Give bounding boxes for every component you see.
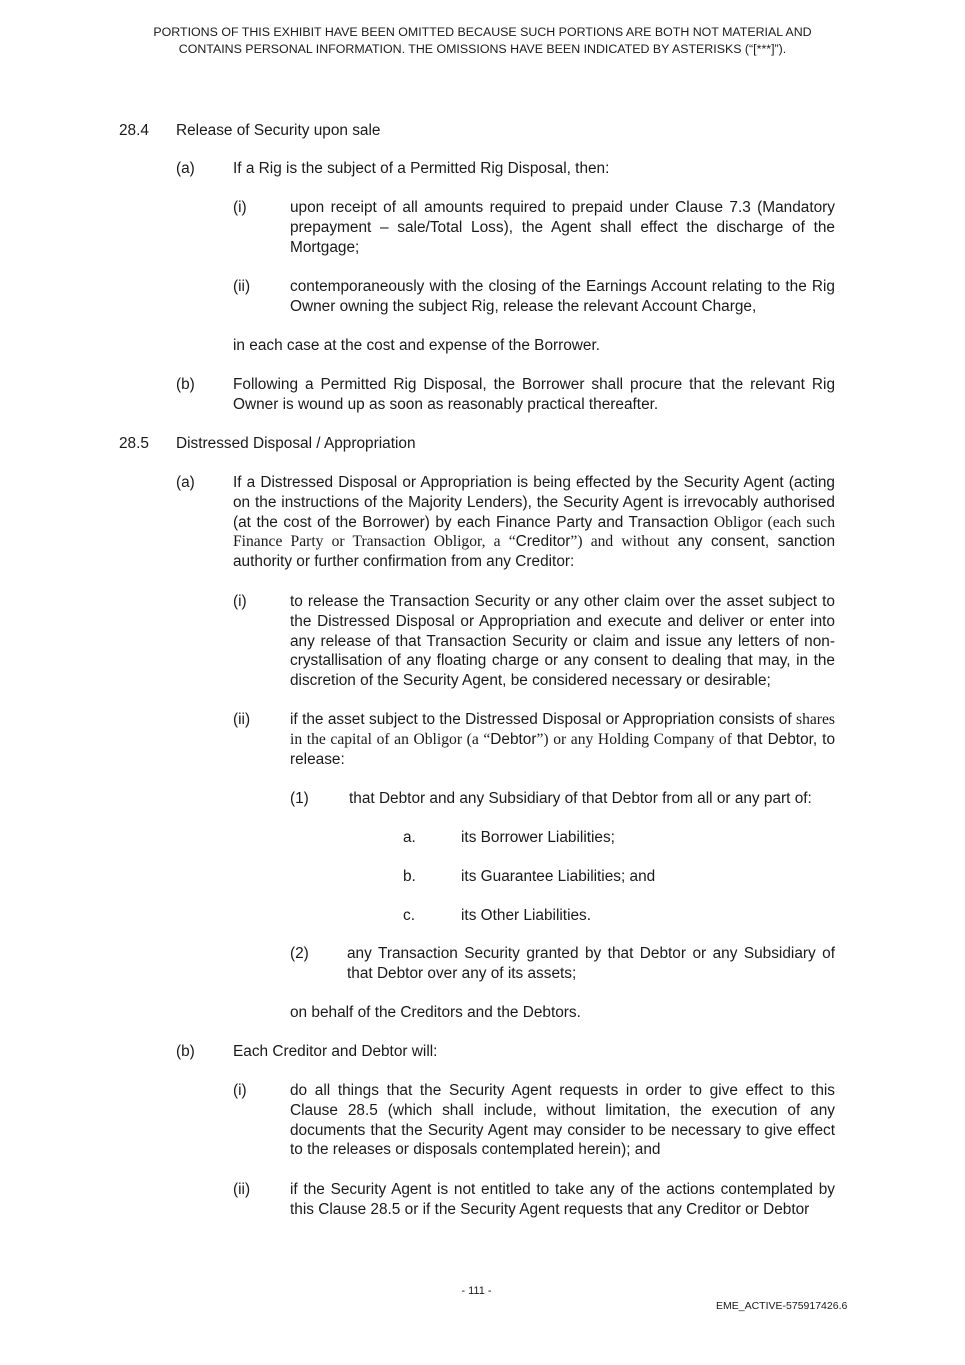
defined-term-debtor: Debtor [490,730,537,748]
clause-28-5-a-tail: on behalf of the Creditors and the Debtors. [290,1004,581,1021]
paragraph-2-text: any Transaction Security granted by that Debtor or any Subsidiary of that Debtor over any of its assets; [347,945,835,982]
clause-28-5-a-ii-number: (ii) [233,711,251,728]
clause-28-5-b-ii-number: (ii) [233,1181,251,1198]
clause-28-4-b-number: (b) [176,376,195,393]
subparagraph-a-text: its Borrower Liabilities; [461,829,615,846]
clause-28-5-title: Distressed Disposal / Appropriation [176,435,416,452]
clause-28-5-a-i-text: to release the Transaction Security or any other claim over the asset subject to the Distressed Disposal or Appropriation and execute and deliver or enter into any release of that Transaction Security or claim and issue any letters of non-crystallisation of any floating charge or any consent to dealing that may, in the discretion of the Security Agent, be considered necessary or desirable; [290,593,835,690]
paragraph-1-text: that Debtor and any Subsidiary of that Debtor from all or any part of: [349,790,812,807]
paragraph-1-number: (1) [290,790,309,807]
clause-28-5-a-text-part2: Obligor (each such Finance Party or Transaction Obligor, a “ [233,513,835,551]
clause-28-5-a-text [233,473,835,572]
clause-28-4-number: 28.4 [119,122,149,139]
header-line-1: PORTIONS OF THIS EXHIBIT HAVE BEEN OMITTED BECAUSE SUCH PORTIONS ARE BOTH NOT MATERIAL AND [153,25,812,39]
subparagraph-b-text: its Guarantee Liabilities; and [461,868,656,885]
subparagraph-a-number: a. [403,829,416,846]
clause-28-4-a-text: If a Rig is the subject of a Permitted Rig Disposal, then: [233,160,610,177]
clause-28-4-a-ii-number: (ii) [233,278,251,295]
clause-28-5-b-i-text: do all things that the Security Agent requests in order to give effect to this Clause 28.5 (which shall include, without limitation, the execution of any documents that the Security Agent may consider to be necessary to give effect to the releases or disposals contemplated herein); and [290,1082,835,1159]
clause-28-5-a-text-part4: any consent, sanction authority or further confirmation from any Creditor: [233,533,836,571]
clause-28-4-a-i-number: (i) [233,199,247,216]
clause-28-5-a-ii-text-part4: that Debtor, to release: [290,730,836,768]
clause-28-4-title: Release of Security upon sale [176,122,381,139]
clause-28-5-a-number: (a) [176,474,195,491]
paragraph-2-number: (2) [290,945,309,962]
clause-28-5-a-ii-text-part3: ”) or any Holding Company of [536,730,732,748]
clause-28-4-a-i-text: upon receipt of all amounts required to prepaid under Clause 7.3 (Mandatory prepayment – sale/Total Loss), the Agent shall effect the discharge of the Mortgage; [290,199,835,256]
clause-28-5-a-ii-text [290,710,835,769]
clause-28-5-b-ii-text: if the Security Agent is not entitled to take any of the actions contemplated by this Clause 28.5 or if the Security Agent requests that any Creditor or Debtor [290,1181,835,1218]
clause-28-4-b-text: Following a Permitted Rig Disposal, the Borrower shall procure that the relevant Rig Owner is wound up as soon as reasonably practical thereafter. [233,376,835,413]
clause-28-5-b-number: (b) [176,1043,195,1060]
clause-28-5-a-ii-text-part1: if the asset subject to the Distressed Disposal or Appropriation consists of [290,711,792,728]
clause-28-5-a-ii-text-part2: shares in the capital of an Obligor (a “ [290,711,835,748]
subparagraph-b-number: b. [403,868,416,885]
clause-28-5-b-i-number: (i) [233,1082,247,1099]
clause-28-5-b-text: Each Creditor and Debtor will: [233,1043,438,1060]
clause-28-4-a-number: (a) [176,160,195,177]
subparagraph-c-number: c. [403,907,415,924]
document-id: EME_ACTIVE-575917426.6 [716,1300,848,1312]
clause-28-5-a-text-part1: If a Distressed Disposal or Appropriation is being effected by the Security Agent (acting on the instructions of the Majority Lenders), the Security Agent is irrevocably authorised (at the cost of the Borrower) by each Finance Party and Transaction [233,474,835,531]
confidentiality-header [120,24,845,58]
clause-28-5-a-i-number: (i) [233,593,247,610]
header-line-2: CONTAINS PERSONAL INFORMATION. THE OMISSIONS HAVE BEEN INDICATED BY ASTERISKS (“[***]”). [178,42,787,56]
clause-28-5-number: 28.5 [119,435,149,452]
clause-28-5-a-text-part3: ”) and without [570,533,670,551]
page-number: - 111 - [461,1285,492,1297]
subparagraph-c-text: its Other Liabilities. [461,907,592,924]
clause-28-4-a-tail: in each case at the cost and expense of the Borrower. [233,337,601,354]
clause-28-4-a-ii-text: contemporaneously with the closing of the Earnings Account relating to the Rig Owner owning the subject Rig, release the relevant Account Charge, [290,278,835,315]
defined-term-creditor: Creditor [515,533,571,551]
